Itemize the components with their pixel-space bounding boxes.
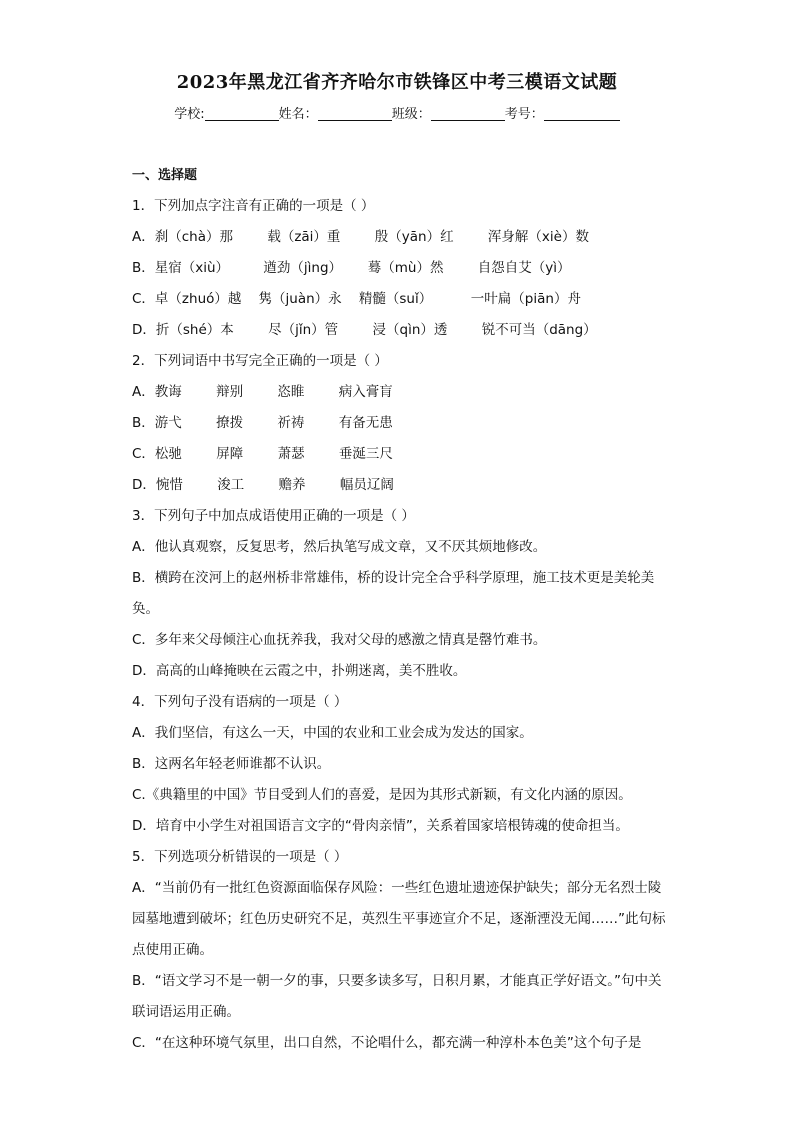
option-a: A．教诲 辩别 恣睢 病入膏肓 — [132, 384, 393, 400]
question-stem: 3．下列句子中加点成语使用正确的一项是（ ） — [132, 508, 415, 524]
question-stem: 4．下列句子没有语病的一项是（ ） — [132, 694, 348, 710]
question-2 — [132, 346, 672, 501]
school-label: 学校: — [174, 107, 205, 122]
option-d: D．折（shé）本 尽（jǐn）管 浸（qìn）透 锐不可当（dāng） — [132, 322, 597, 338]
student-info-line — [0, 103, 794, 122]
class-blank — [431, 107, 505, 121]
option-a: A．刹（chà）那 载（zāi）重 殷（yān）红 浑身解（xiè）数 — [132, 229, 589, 245]
question-3 — [132, 501, 672, 687]
option-b: B．这两名年轻老师谁都不认识。 — [132, 756, 331, 772]
number-label: 考号： — [504, 107, 544, 122]
option-d: D．培育中小学生对祖国语言文字的“骨肉亲情”，关系着国家培根铸魂的使命担当。 — [132, 818, 629, 834]
question-1 — [132, 191, 672, 346]
option-b: B．游弋 撩拨 祈祷 有备无患 — [132, 415, 393, 431]
option-c: C.《典籍里的中国》节目受到人们的喜爱，是因为其形式新颖，有文化内涵的原因。 — [132, 787, 632, 803]
option-c: C．松驰 屏障 萧瑟 垂涎三尺 — [132, 446, 393, 462]
question-4 — [132, 687, 672, 842]
name-blank — [318, 107, 392, 121]
option-a: A．“当前仍有一批红色资源面临保存风险：一些红色遗址遗迹保护缺失；部分无名烈士陵园墓地遭到破坏；红色历史研究不足，英烈生平事迹宣介不足，逐渐湮没无闻……”此句标点使用正确。 — [132, 880, 666, 958]
number-blank — [544, 107, 620, 121]
option-b: B．星宿（xiù） 遒劲（jìng） 蓦（mù）然 自怨自艾（yì） — [132, 260, 571, 276]
option-c: C．“在这种环境气氛里，出口自然，不论唱什么，都充满一种淳朴本色美”这个句子是 — [132, 1035, 642, 1051]
exam-content — [132, 160, 672, 1059]
question-stem: 2．下列词语中书写完全正确的一项是（ ） — [132, 353, 388, 369]
option-a: A．他认真观察，反复思考，然后执笔写成文章，又不厌其烦地修改。 — [132, 539, 547, 555]
question-stem: 5．下列选项分析错误的一项是（ ） — [132, 849, 348, 865]
option-b: B．“语文学习不是一朝一夕的事，只要多读多写，日积月累，才能真正学好语文。”句中关联词语运用正确。 — [132, 973, 662, 1020]
option-d: D．惋惜 浚工 赡养 幅员辽阔 — [132, 477, 394, 493]
option-a: A．我们坚信，有这么一天，中国的农业和工业会成为发达的国家。 — [132, 725, 533, 741]
question-stem: 1．下列加点字注音有正确的一项是（ ） — [132, 198, 375, 214]
question-5 — [132, 842, 672, 1059]
option-b: B．横跨在洨河上的赵州桥非常雄伟，桥的设计完全合乎科学原理，施工技术更是美轮美奂。 — [132, 570, 655, 617]
option-c: C．卓（zhuó）越 隽（juàn）永 精髓（suǐ） 一叶扁（piān）舟 — [132, 291, 581, 307]
school-blank — [205, 107, 279, 121]
class-label: 班级： — [391, 107, 431, 122]
name-label: 姓名： — [278, 107, 318, 122]
option-c: C．多年来父母倾注心血抚养我，我对父母的感激之情真是罄竹难书。 — [132, 632, 547, 648]
section-heading: 一、选择题 — [132, 168, 198, 183]
option-d: D．高高的山峰掩映在云霞之中，扑朔迷离，美不胜收。 — [132, 663, 467, 679]
exam-title: 2023年黑龙江省齐齐哈尔市铁锋区中考三模语文试题 — [176, 72, 618, 93]
